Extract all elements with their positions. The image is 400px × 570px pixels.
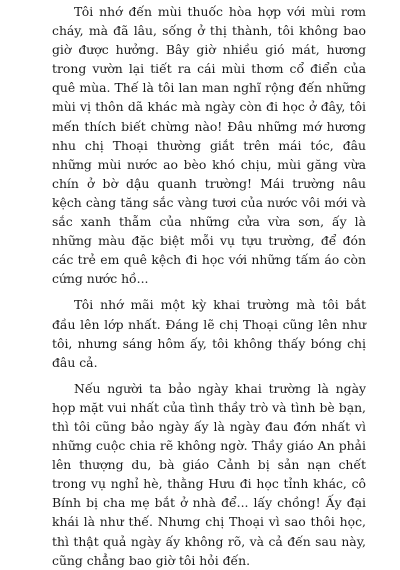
- paragraph: Tôi nhớ mãi một kỳ khai trường mà tôi bắt đầu lên lớp nhất. Đáng lẽ chị Thoại cũng lên như tôi, nhưng sáng hôm ấy, tôi không thấy bóng chị đâu cả.: [52, 297, 366, 370]
- paragraph: Tôi nhớ đến mùi thuốc hòa hợp với mùi rơm cháy, mà đã lâu, sống ở thị thành, tôi không bao giờ được hưởng. Bây giờ nhiều gió mát, hương trong vườn lại tiết ra cái mùi thơm cổ điển của quê mùa. Thế là tôi lan man nghĩ rộng đến những mùi vị thôn dã khác mà ngày còn đi học ở đây, tôi mến thích biết chừng nào! Đâu những mớ hương nhu chị Thoại thường giắt trên mái tóc, đâu những mùi nước ao bèo khó chịu, mùi găng vừa chín ở bờ dậu quanh trường! Mái trường nâu kệch càng tăng sắc vàng tươi của nước vôi mới và sắc xanh thẫm của những cửa vừa sơn, ấy là những màu đặc biệt mỗi vụ tựu trường, để đón các trẻ em quê kệch đi học với những tấm áo còn cứng nước hồ...: [52, 4, 366, 287]
- paragraph: Nếu người ta bảo ngày khai trường là ngày họp mặt vui nhất của tình thầy trò và tình bè bạn, thì tôi cũng bảo ngày ấy là ngày đau đớn nhất vì những cuộc chia rẽ không ngờ. Thầy giáo An phải lên thượng du, bà giáo Cảnh bị sản nạn chết trong vụ nghỉ hè, thằng Hưu đi học tỉnh khác, cô Bính bị cha mẹ bắt ở nhà để... lấy chồng! Ấy đại khái là như thế. Nhưng chị Thoại vì sao thôi học, thì thật quả ngày ấy không rõ, và cả đến sau này, cũng chẳng bao giờ tôi hỏi đến.: [52, 380, 366, 568]
